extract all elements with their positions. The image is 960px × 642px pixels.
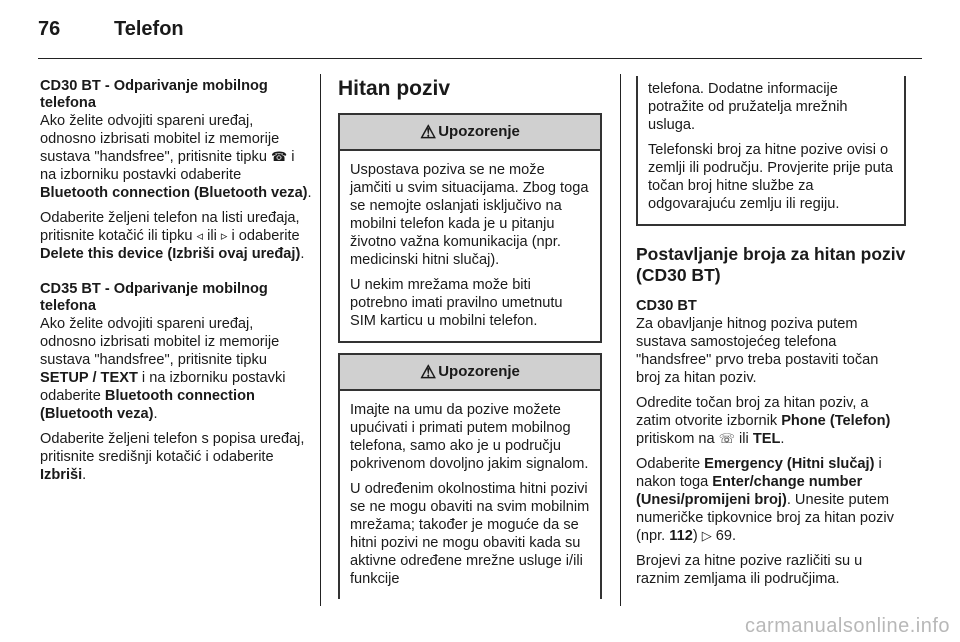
paragraph: Za obavljanje hitnog poziva putem sustava samostojećeg telefona "handsfree" prvo treba postaviti točan broj za hitan poziv.	[636, 316, 879, 386]
left-arrow-icon: ◃	[196, 228, 204, 243]
watermark: carmanualsonline.info	[744, 615, 950, 637]
warning-icon: ⚠	[420, 122, 437, 142]
warning-icon: ⚠	[420, 362, 437, 382]
paragraph: Odaberite Emergency (Hitni slučaj) i nakon toga Enter/change number (Unesi/promijeni broj). Unesite putem numeričke tipkovnice broj za hitan poziv (npr. 112) ▷ 69.	[636, 456, 894, 544]
right-arrow-icon: ▹	[220, 228, 228, 243]
warning-header: ⚠ Upozorenje	[340, 355, 600, 391]
warning-box-continued	[636, 76, 906, 226]
paragraph: Odaberite željeni telefon na listi uređaja, pritisnite kotačić ili tipku ◃ ili ▹ i odaberite Delete this device (Izbriši ovaj uređaj).	[40, 210, 305, 262]
phone-icon: ☏	[718, 431, 735, 446]
paragraph: Brojevi za hitne pozive različiti su u raznim zemljama ili područjima.	[636, 553, 863, 587]
reference-arrow-icon: ▷	[701, 528, 712, 543]
warning-box-1	[338, 113, 602, 343]
section-title-hitan-poziv: Hitan poziv	[338, 77, 451, 100]
column-1	[40, 78, 312, 491]
paragraph: Odredite točan broj za hitan poziv, a zatim otvorite izbornik Phone (Telefon) pritiskom na ☏ ili TEL.	[636, 395, 891, 447]
subheading-cd30bt: CD30 BT	[636, 298, 697, 314]
phone-icon: ☎	[271, 149, 288, 164]
warning-header: ⚠ Upozorenje	[340, 115, 600, 151]
warning-text: U određenim okolnostima hitni pozivi se ne mogu obaviti na svim mobilnim mrežama; također je moguće da se hitni pozivi ne mogu obaviti kada su aktivne određene mrežne usluge i/ili funkcije	[350, 481, 590, 587]
warning-text: Telefonski broj za hitne pozive ovisi o zemlji ili području. Provjerite prije puta točan broj hitne službe za odgovarajuću zemlju ili regiju.	[648, 142, 893, 212]
column-2	[338, 76, 602, 599]
warning-box-2	[338, 353, 602, 599]
warning-text: Imajte na umu da pozive možete upućivati i primati putem mobilnog telefona, samo ako je u području pokrivenom dovoljno jakim signalom.	[350, 402, 589, 472]
paragraph: Ako želite odvojiti spareni uređaj, odnosno izbrisati mobitel iz memorije sustava "handsfree", pritisnite tipku SETUP / TEXT i na izborniku postavki odaberite Bluetooth connection (Bluetooth veza).	[40, 316, 286, 422]
paragraph: Ako želite odvojiti spareni uređaj, odnosno izbrisati mobitel iz memorije sustava "handsfree", pritisnite tipku ☎ i na izborniku postavki odaberite Bluetooth connection (Bluetooth veza).	[40, 113, 312, 201]
section-title-emergency-number: Postavljanje broja za hitan poziv (CD30 BT)	[636, 244, 906, 285]
page-number: 76	[38, 18, 61, 40]
warning-text: Uspostava poziva se ne može jamčiti u svim situacijama. Zbog toga se nemojte oslanjati isključivo na mobilni telefon kada je u pitanju životno važna komunikacija (npr. medicinski hitni slučaj).	[350, 162, 589, 268]
column-divider-2	[620, 74, 621, 606]
paragraph: Odaberite željeni telefon s popisa uređaj, pritisnite središnji kotačić i odaberite Izbriši.	[40, 431, 305, 483]
page-header	[38, 18, 184, 41]
section-heading-cd35: CD35 BT - Odparivanje mobilnog telefona	[40, 281, 268, 314]
warning-text: U nekim mrežama može biti potrebno imati pravilno umetnutu SIM karticu u mobilni telefon.	[350, 277, 563, 329]
page-title: Telefon	[114, 18, 184, 40]
section-heading-cd30: CD30 BT - Odparivanje mobilnog telefona	[40, 78, 268, 111]
warning-text: telefona. Dodatne informacije potražite od pružatelja mrežnih usluga.	[648, 81, 848, 133]
column-divider-1	[320, 74, 321, 606]
header-rule	[38, 58, 922, 59]
column-3	[636, 76, 906, 595]
